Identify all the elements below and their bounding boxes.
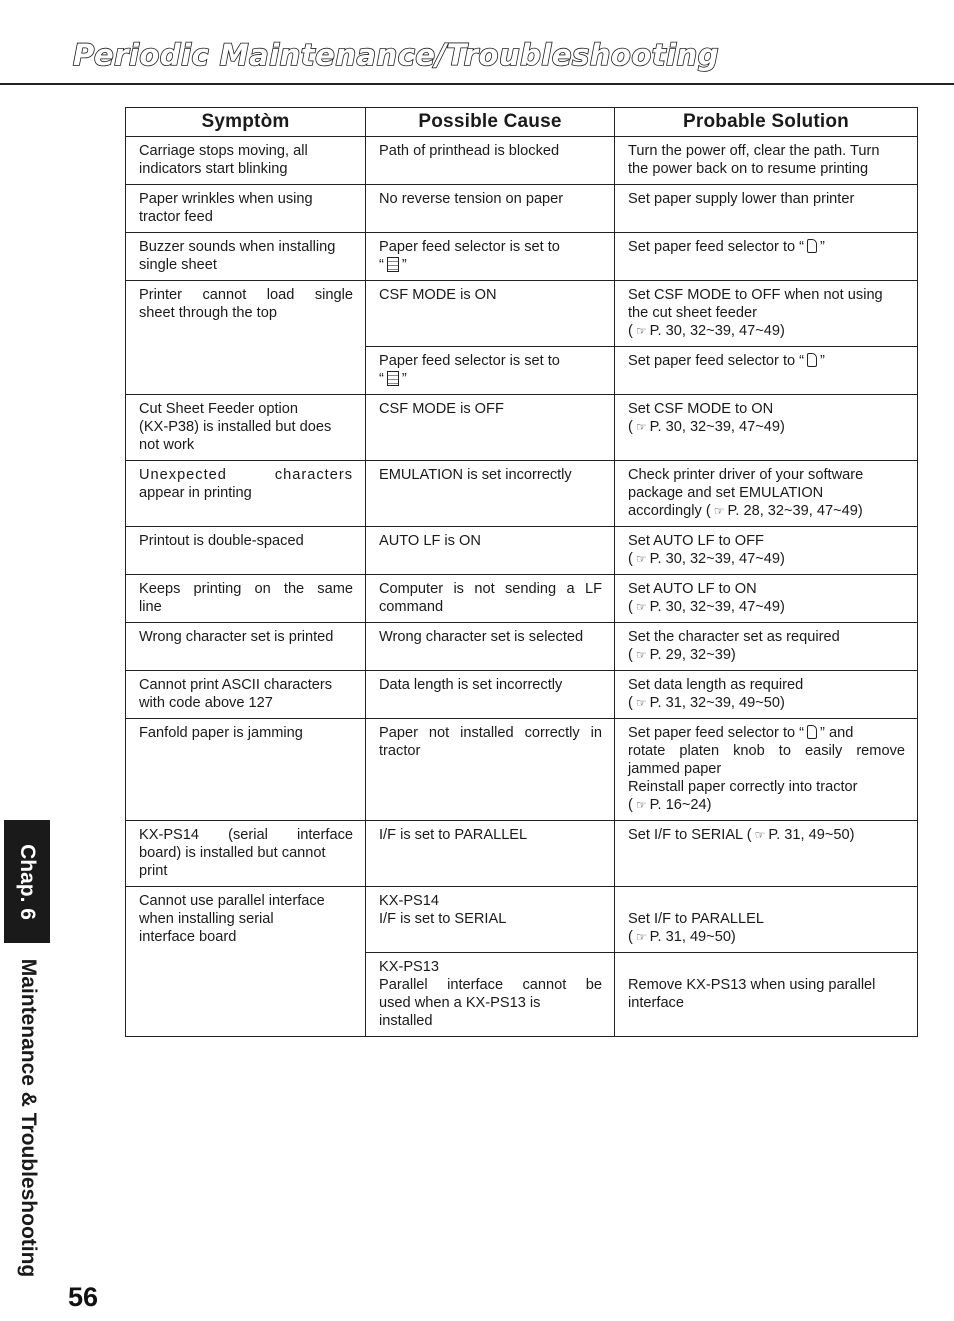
solution-cell: Set CSF MODE to ON ( ☞ P. 30, 32~39, 47~49) <box>615 395 918 461</box>
table-row <box>126 671 918 719</box>
cause-text: AUTO LF is ON <box>379 533 481 549</box>
symptom-cell <box>126 185 366 233</box>
solution-text: P. 29, 32~39) <box>649 647 736 663</box>
cause-text: CSF MODE is ON <box>379 287 497 303</box>
solution-text: P. 30, 32~39, 47~49) <box>649 419 785 435</box>
paper-feed-icon <box>807 353 817 367</box>
symptom-cell <box>126 623 366 671</box>
column-header-symptom: Symptòm <box>126 108 366 137</box>
page-reference-icon: ☞ <box>635 696 647 710</box>
solution-cell <box>615 461 918 527</box>
symptom-cell <box>126 461 366 527</box>
column-header-cause: Possible Cause <box>366 108 615 137</box>
symptom-text: interface board <box>139 929 237 945</box>
cause-cell: Paper feed selector is set to “ ” <box>366 233 615 281</box>
chapter-tab <box>4 820 50 943</box>
cause-cell <box>366 185 615 233</box>
table-header-row <box>126 108 918 137</box>
column-header-solution: Probable Solution <box>615 108 918 137</box>
cause-text: Path of printhead is blocked <box>379 143 560 159</box>
table-row <box>126 623 918 671</box>
solution-text: P. 31, 49~50) <box>768 827 855 843</box>
solution-text: P. 31, 49~50) <box>649 929 736 945</box>
cause-cell <box>366 953 615 1037</box>
solution-text: Set I/F to SERIAL ( <box>628 827 752 843</box>
symptom-text: board) is installed but cannot <box>139 845 326 861</box>
symptom-text: Wrong character set is printed <box>139 629 334 645</box>
symptom-text: tractor feed <box>139 209 213 225</box>
cause-cell <box>366 575 615 623</box>
solution-text: Set CSF MODE to OFF when not using <box>628 287 883 303</box>
solution-text: Set paper feed selector to “ <box>628 239 805 255</box>
cause-text: Paper feed selector is set to <box>379 353 560 369</box>
solution-text: accordingly ( <box>628 503 711 519</box>
solution-text: rotate platen knob to easily remove <box>628 743 905 759</box>
chapter-side-label-text: Maintenance & Troubleshooting <box>17 958 40 1278</box>
symptom-text: appear in printing <box>139 485 252 501</box>
table-row <box>126 281 918 347</box>
solution-text: package and set EMULATION <box>628 485 824 501</box>
symptom-text: sheet through the top <box>139 305 277 321</box>
page-number: 56 <box>68 1282 99 1312</box>
symptom-text: line <box>139 599 162 615</box>
symptom-cell <box>126 575 366 623</box>
cause-text: Wrong character set is selected <box>379 629 584 645</box>
cause-text: Paper feed selector is set to <box>379 239 560 255</box>
symptom-text: single sheet <box>139 257 217 273</box>
cause-text: CSF MODE is OFF <box>379 401 504 417</box>
cause-text: used when a KX-PS13 is <box>379 995 541 1011</box>
solution-text: jammed paper <box>628 761 722 777</box>
solution-cell: Set I/F to PARALLEL ( ☞ P. 31, 49~50) <box>615 887 918 953</box>
paper-feed-icon <box>807 725 817 739</box>
table-row <box>126 233 918 281</box>
page-title: Periodic Maintenance/Troubleshooting <box>73 38 719 72</box>
solution-text: interface <box>628 995 684 1011</box>
table-row <box>126 527 918 575</box>
cause-text: KX-PS13 <box>379 959 440 975</box>
cause-cell <box>366 623 615 671</box>
symptom-text: when installing serial <box>139 911 274 927</box>
solution-text: the power back on to resume printing <box>628 161 869 177</box>
solution-text: P. 28, 32~39, 47~49) <box>727 503 863 519</box>
cause-text: EMULATION is set incorrectly <box>379 467 572 483</box>
solution-cell: Set AUTO LF to OFF ( ☞ P. 30, 32~39, 47~49) <box>615 527 918 575</box>
solution-text: ” <box>820 239 825 255</box>
solution-cell <box>615 347 918 395</box>
title-rule <box>0 83 954 85</box>
solution-text: the cut sheet feeder <box>628 305 757 321</box>
chapter-tab-label: Chap. 6 <box>16 843 40 920</box>
symptom-cell <box>126 821 366 887</box>
table-row <box>126 575 918 623</box>
symptom-text: Cannot print ASCII characters <box>139 677 333 693</box>
symptom-cell <box>126 671 366 719</box>
paper-feed-icon <box>807 239 817 253</box>
table-row <box>126 461 918 527</box>
symptom-cell <box>126 233 366 281</box>
symptom-text: with code above 127 <box>139 695 273 711</box>
solution-text: Reinstall paper correctly into tractor <box>628 779 858 795</box>
table-row <box>126 137 918 185</box>
solution-text: Set AUTO LF to OFF <box>628 533 764 549</box>
cause-cell <box>366 671 615 719</box>
table-row <box>126 185 918 233</box>
symptom-cell <box>126 887 366 1037</box>
solution-text: P. 31, 32~39, 49~50) <box>649 695 785 711</box>
cause-cell <box>366 719 615 821</box>
cause-text: I/F is set to SERIAL <box>379 911 507 927</box>
page-reference-icon: ☞ <box>635 648 647 662</box>
solution-cell <box>615 233 918 281</box>
cause-cell <box>366 137 615 185</box>
solution-cell <box>615 821 918 887</box>
solution-cell: Set paper feed selector to “ ” and rotate platen knob to easily remove jammed paper Reinstall paper correctly into tractor ( ☞ P. 16~24) <box>615 719 918 821</box>
cause-text: I/F is set to PARALLEL <box>379 827 528 843</box>
solution-text: Turn the power off, clear the path. Turn <box>628 143 880 159</box>
cause-text: Data length is set incorrectly <box>379 677 563 693</box>
solution-text: Set paper supply lower than printer <box>628 191 855 207</box>
page-reference-icon: ☞ <box>635 798 647 812</box>
cause-cell <box>366 395 615 461</box>
table-row <box>126 719 918 821</box>
symptom-text: Keeps printing on the same <box>139 581 353 597</box>
solution-cell <box>615 137 918 185</box>
solution-text: Set CSF MODE to ON <box>628 401 774 417</box>
symptom-cell <box>126 719 366 821</box>
symptom-text: Buzzer sounds when installing <box>139 239 336 255</box>
symptom-text: Fanfold paper is jamming <box>139 725 303 741</box>
symptom-cell <box>126 527 366 575</box>
symptom-text: indicators start blinking <box>139 161 288 177</box>
cause-text: No reverse tension on paper <box>379 191 564 207</box>
cause-text: Parallel interface cannot be <box>379 977 602 993</box>
single-sheet-icon <box>387 371 399 386</box>
symptom-text: KX-PS14 (serial interface <box>139 827 353 843</box>
solution-text: Remove KX-PS13 when using parallel <box>628 977 876 993</box>
solution-cell <box>615 953 918 1037</box>
page-reference-icon: ☞ <box>635 420 647 434</box>
solution-text: ” <box>820 353 825 369</box>
page-reference-icon: ☞ <box>635 930 647 944</box>
solution-text: P. 30, 32~39, 47~49) <box>649 551 785 567</box>
page-reference-icon: ☞ <box>635 600 647 614</box>
solution-text: Set paper feed selector to “ <box>628 725 805 741</box>
single-sheet-icon <box>387 257 399 272</box>
solution-text: Set the character set as required <box>628 629 840 645</box>
page-reference-icon: ☞ <box>635 324 647 338</box>
cause-cell <box>366 527 615 575</box>
table-row <box>126 821 918 887</box>
solution-cell <box>615 185 918 233</box>
symptom-cell <box>126 395 366 461</box>
cause-cell <box>366 281 615 347</box>
table-row <box>126 887 918 953</box>
troubleshooting-table <box>125 107 918 1037</box>
symptom-cell <box>126 281 366 395</box>
cause-text: KX-PS14 <box>379 893 440 909</box>
symptom-text: Unexpected characters <box>139 467 353 483</box>
symptom-text: not work <box>139 437 195 453</box>
cause-text: tractor <box>379 743 421 759</box>
cause-text: installed <box>379 1013 433 1029</box>
cause-cell <box>366 461 615 527</box>
cause-cell <box>366 821 615 887</box>
solution-cell: Set AUTO LF to ON ( ☞ P. 30, 32~39, 47~49) <box>615 575 918 623</box>
cause-cell: Paper feed selector is set to “ ” <box>366 347 615 395</box>
solution-cell: Set data length as required ( ☞ P. 31, 32~39, 49~50) <box>615 671 918 719</box>
page-reference-icon: ☞ <box>635 552 647 566</box>
symptom-text: Paper wrinkles when using <box>139 191 313 207</box>
solution-cell: Set the character set as required ( ☞ P. 29, 32~39) <box>615 623 918 671</box>
symptom-text: Printer cannot load single <box>139 287 353 303</box>
table-row <box>126 395 918 461</box>
symptom-text: Cut Sheet Feeder option <box>139 401 299 417</box>
solution-text: Set AUTO LF to ON <box>628 581 757 597</box>
symptom-text: print <box>139 863 168 879</box>
solution-text: P. 16~24) <box>649 797 712 813</box>
solution-text: P. 30, 32~39, 47~49) <box>649 323 785 339</box>
page-reference-icon: ☞ <box>713 504 725 518</box>
symptom-cell <box>126 137 366 185</box>
symptom-text: Printout is double-spaced <box>139 533 304 549</box>
symptom-text: (KX-P38) is installed but does <box>139 419 332 435</box>
solution-text: Set paper feed selector to “ <box>628 353 805 369</box>
cause-cell <box>366 887 615 953</box>
page-reference-icon: ☞ <box>754 828 766 842</box>
solution-text: Set data length as required <box>628 677 804 693</box>
solution-text: Set I/F to PARALLEL <box>628 911 765 927</box>
cause-text: Computer is not sending a LF <box>379 581 602 597</box>
solution-text: ” and <box>820 725 854 741</box>
solution-text: P. 30, 32~39, 47~49) <box>649 599 785 615</box>
solution-text: Check printer driver of your software <box>628 467 864 483</box>
symptom-text: Cannot use parallel interface <box>139 893 325 909</box>
cause-text: Paper not installed correctly in <box>379 725 602 741</box>
cause-text: command <box>379 599 444 615</box>
solution-cell: Set CSF MODE to OFF when not using the cut sheet feeder ( ☞ P. 30, 32~39, 47~49) <box>615 281 918 347</box>
symptom-text: Carriage stops moving, all <box>139 143 308 159</box>
